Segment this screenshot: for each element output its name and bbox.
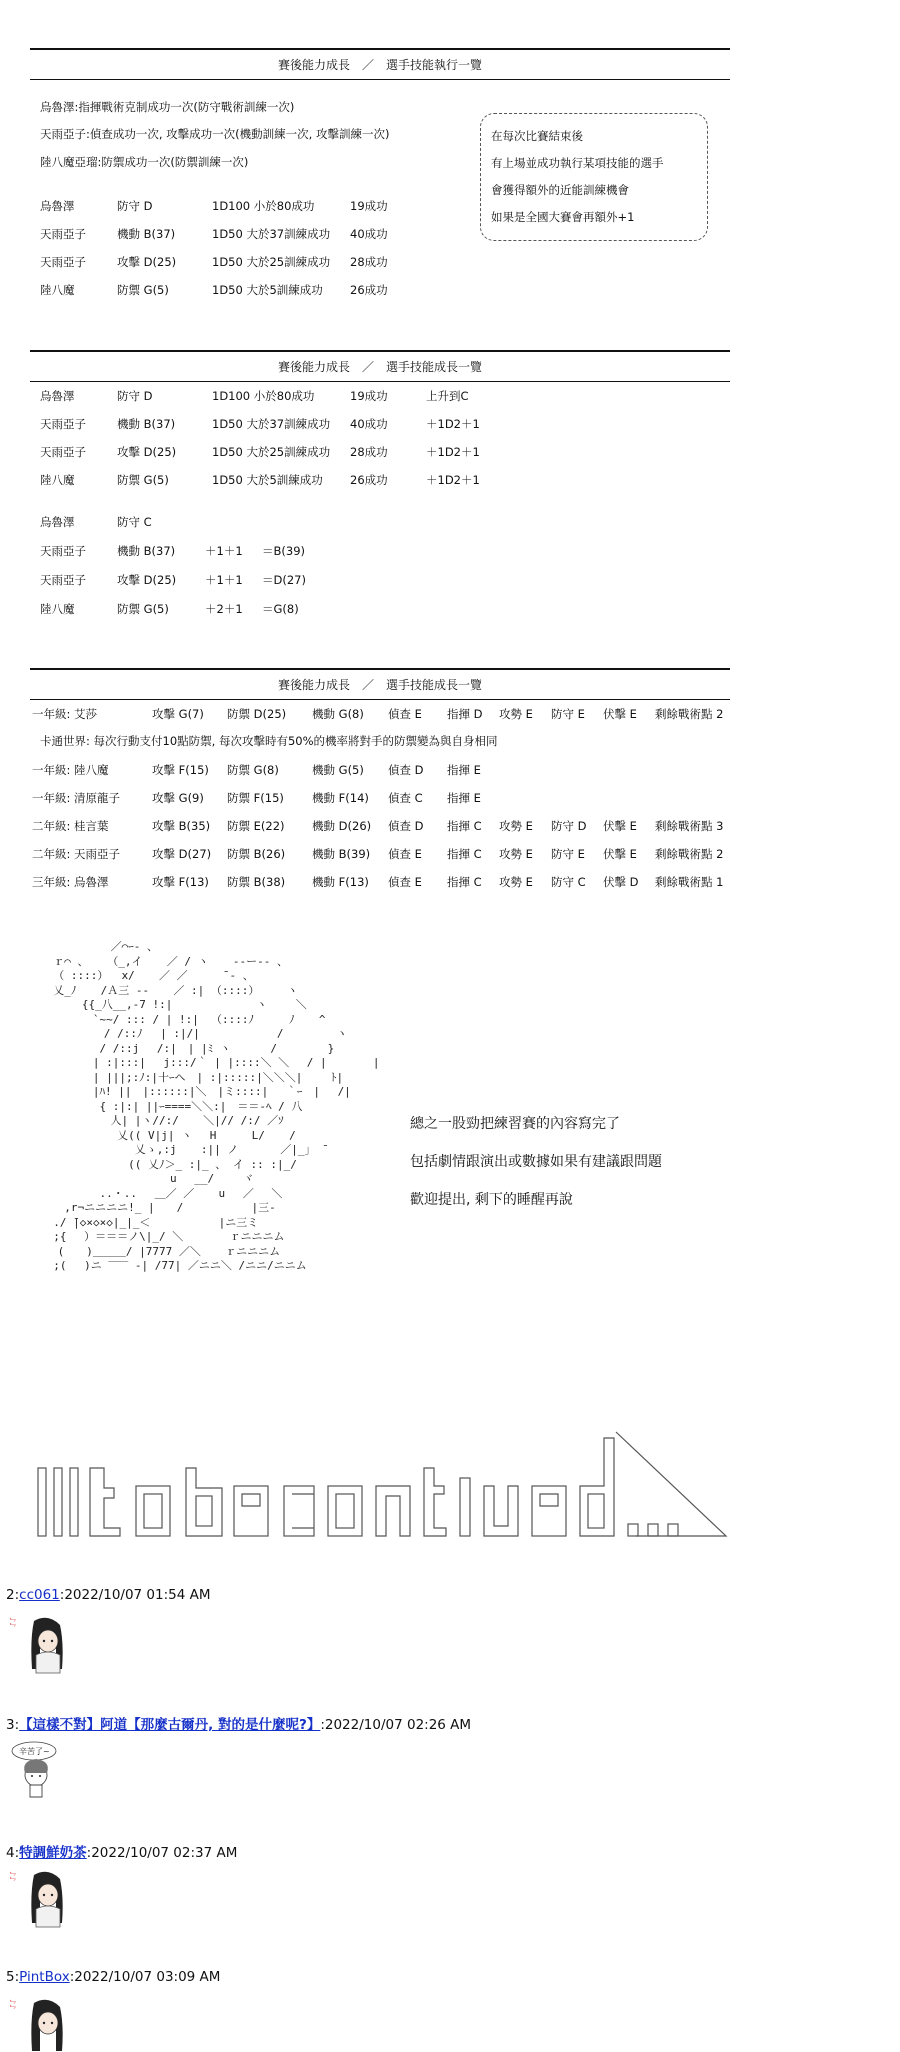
svg-text:♪♪: ♪♪ xyxy=(8,1871,17,1882)
avatar-chibi-icon xyxy=(8,1741,80,1801)
section-skill-growth xyxy=(30,350,730,382)
avatar-girl-icon xyxy=(8,1997,80,2052)
svg-text:♪♪: ♪♪ xyxy=(8,1999,17,2010)
section-title: 賽後能力成長 ／ 選手技能成長一覽 xyxy=(277,360,482,374)
avatar-girl-icon xyxy=(8,1869,80,1929)
execution-line: 陸八魔亞瑠:防禦成功一次(防禦訓練一次) xyxy=(40,155,249,169)
reply-header: 4:特調鮮奶茶:2022/10/07 02:37 AM xyxy=(6,1845,238,1861)
divider xyxy=(30,79,730,80)
ascii-art-character: ／⌒ｰ- 、 ｒ⌒ 、 （_,イ ／ / ヽ ‐‐ー‐- 、 （ ::::） ⅹ/ ／ ／ ̄ ‐ 、 乂_ﾉ /Ａ三 -- ／ :| （::::） ヽ {{_八__,-7 !:| ヽ ＼ `~~/ ::: / | !:| （::::ﾉ ﾉ ^ / /::ﾉ | :|/| / ヽ / /::j /:| | |ﾐ ヽ / } | :|:::| j:::/｀ | |::::＼ ＼ / | | | |||;:ﾉ:|十ｰヘ | :|:::::|＼＼＼| ﾄ| |ﾊ! || |::::::|＼ |ミ::::| ｀ｰ | /| { :|:| ||ｰ====＼＼:| ＝＝-ﾍ / 八 人| |ヽ//:/ ＼|// /:/ ／ｿ 乂(( V|j| ヽ H L/ / 乂ゝ,:j :|| ノ ／|_」 ̄ (( 乂ﾉ＞_ :|_ 、 イ :: :|_/ u __/ ヾ ..・.. ＿／ ／ u ／ ＼ ,r¬ニニニニ!_ | / |三- ./ ̄|◇×◇×◇|_|_＜ |ニ三ミ ;{ ）＝＝＝ノ\|_/ ＼ ｒニニニム ( )＿＿＿/ |7777 ／＼ ｒニニニム ;( )ニ ‾‾‾ -| /77| ／ニニ＼ /ニニ/ニニム xyxy=(53,940,380,1272)
reply-header: 3:【這樣不對】阿道【那麼古爾丹, 對的是什麼呢?】:2022/10/07 02:26 AM xyxy=(6,1717,472,1733)
reply-header: 5:PintBox:2022/10/07 03:09 AM xyxy=(6,1969,221,1985)
bubble-text: 辛苦了~ xyxy=(19,1747,50,1756)
reply-author-link[interactable]: 【這樣不對】阿道【那麼古爾丹, 對的是什麼呢?】 xyxy=(19,1717,321,1733)
reply-author-link[interactable]: PintBox xyxy=(19,1969,70,1985)
divider xyxy=(30,699,730,700)
section-roster xyxy=(30,668,730,700)
reply-author-link[interactable]: cc061 xyxy=(19,1587,60,1603)
section-title: 賽後能力成長 ／ 選手技能執行一覽 xyxy=(277,58,482,72)
section-skill-execution xyxy=(30,48,730,80)
svg-text:♪♪: ♪♪ xyxy=(8,1617,17,1628)
execution-line: 天雨亞子:偵查成功一次, 攻擊成功一次(機動訓練一次, 攻擊訓練一次) xyxy=(40,127,390,141)
reply-author-link[interactable]: 特調鮮奶茶 xyxy=(19,1845,87,1861)
rules-note-box: 在每次比賽結束後 有上場並成功執行某項技能的選手 會獲得額外的近能訓練機會 如果是全國大賽會再額外+1 xyxy=(480,113,708,241)
avatar-girl-icon xyxy=(8,1615,80,1675)
reply-header: 2:cc061:2022/10/07 01:54 AM xyxy=(6,1587,211,1603)
to-be-continued-banner xyxy=(36,1428,736,1540)
execution-line: 烏魯澤:指揮戰術克制成功一次(防守戰術訓練一次) xyxy=(40,100,295,114)
ability-note: 卡通世界: 每次行動支付10點防禦, 每次攻擊時有50%的機率將對手的防禦變為與自身相同 xyxy=(40,734,498,748)
section-title: 賽後能力成長 ／ 選手技能成長一覽 xyxy=(277,678,482,692)
divider xyxy=(30,381,730,382)
